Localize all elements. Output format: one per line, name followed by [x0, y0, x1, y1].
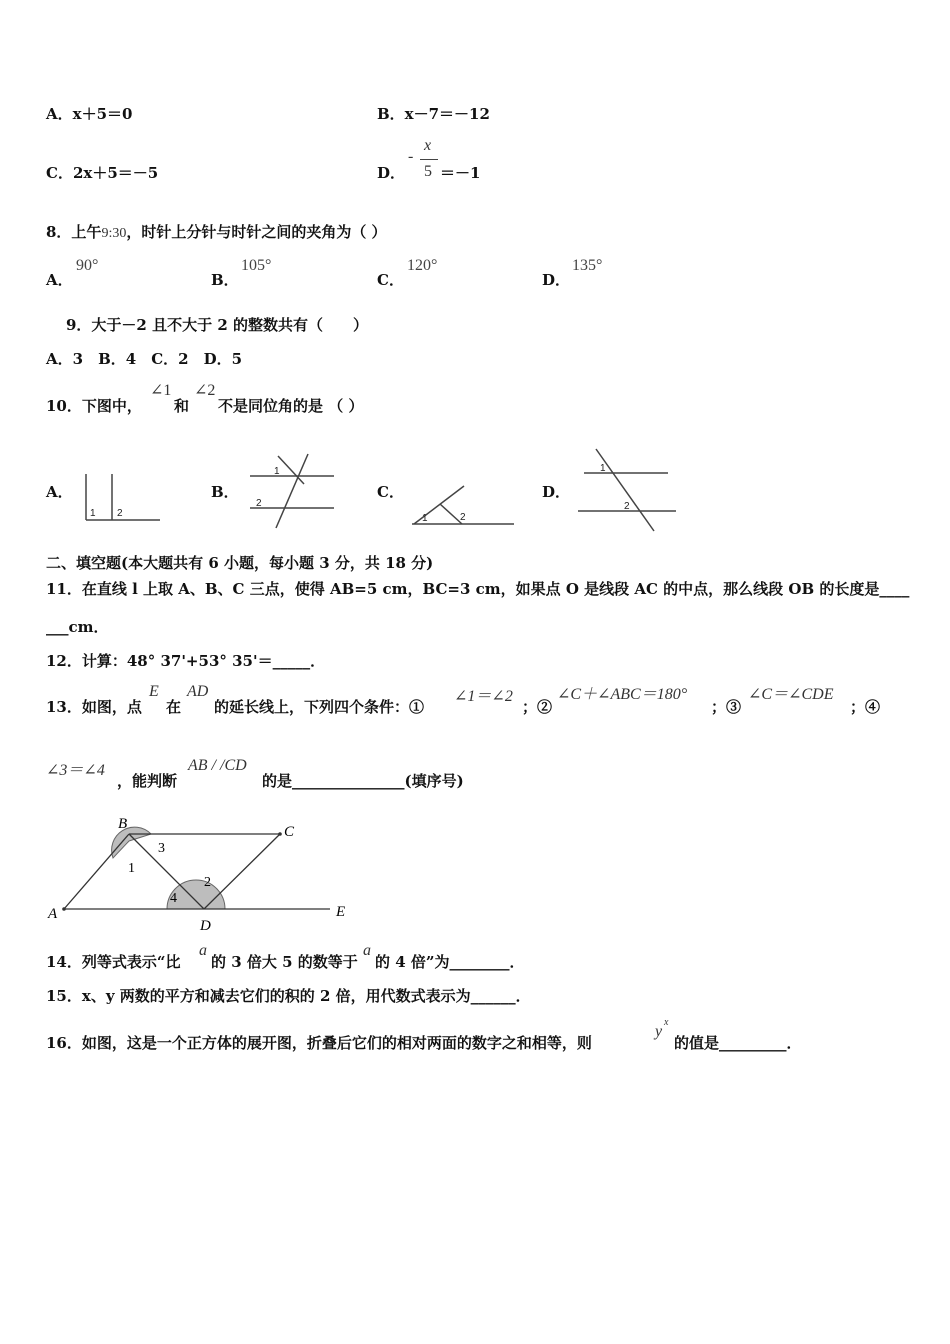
q7-fraction-bar	[420, 159, 438, 160]
q8-option-d-label: D．	[542, 271, 571, 289]
q16-exponent-x: x	[664, 1017, 669, 1028]
q13-label-angle2: 2	[204, 875, 211, 890]
q7-option-d-rest: ＝－1	[440, 164, 481, 182]
q13-ab-parallel-cd: AB / /CD	[188, 757, 247, 774]
q10-stem-suffix: 不是同位角的是 （ ）	[218, 397, 364, 415]
q10-figure-b	[248, 450, 336, 532]
q7-option-b: B．x－7＝－12	[377, 105, 490, 123]
q13-p6: ；④	[850, 698, 881, 716]
q11-line1: 11．在直线 l 上取 A、B、C 三点，使得 AB=5 cm，BC=3 cm，如果点 O 是线段 AC 的中点，那么线段 OB 的长度是____	[46, 580, 910, 598]
q7-option-d-denominator: 5	[424, 163, 432, 180]
q10-angle1: ∠1	[150, 382, 172, 399]
q8-option-b-value: 105°	[241, 257, 272, 274]
q7-option-d-numerator: x	[424, 137, 432, 154]
q10-d-angle2-label: 2	[624, 501, 630, 512]
q8-option-c-value: 120°	[407, 257, 438, 274]
q8-option-d-value: 135°	[572, 257, 603, 274]
q13-label-c: C	[284, 824, 295, 840]
q8-option-a-value: 90°	[76, 257, 99, 274]
q16-base-y: y	[655, 1023, 663, 1040]
q13-p1: 13．如图，点	[46, 698, 142, 716]
q9-options: A．3 B．4 C．2 D．5	[46, 350, 243, 368]
q10-angle2: ∠2	[194, 382, 216, 399]
q13-label-b: B	[118, 816, 128, 832]
q8-stem: 8．上午9:30，时针上分针与时针之间的夹角为（ ）	[46, 223, 387, 241]
q13-point-e: E	[149, 683, 159, 700]
q13-label-e: E	[336, 904, 346, 920]
q10-figure-a	[82, 472, 162, 524]
q7-option-c: C．2x＋5＝－5	[46, 164, 159, 182]
q13-condition3: ∠C＝∠CDE	[748, 686, 834, 703]
q14-p2: 的 3 倍大 5 的数等于	[211, 953, 358, 971]
q13-figure	[44, 812, 354, 938]
q16-p2: 的值是_________．	[674, 1034, 802, 1052]
q13-p5: ；③	[711, 698, 742, 716]
q10-b-angle1-label: 1	[274, 466, 280, 477]
q13-segment-bd	[129, 834, 204, 909]
q10-d-angle1-label: 1	[600, 463, 606, 474]
q15-text: 15．x、y 两数的平方和减去它们的积的 2 倍，用代数式表示为______．	[46, 987, 531, 1005]
q12-text: 12．计算：48° 37'+53° 35'＝_____．	[46, 652, 326, 670]
q13-label-angle3: 3	[158, 841, 165, 856]
q10-option-b-label: B．	[211, 483, 239, 501]
q13-p2: 在	[166, 698, 182, 716]
q10-stem-prefix: 10．下图中，	[46, 397, 142, 415]
q10-option-a-label: A．	[46, 483, 73, 501]
q8-option-c-label: C．	[377, 271, 404, 289]
q14-p3: 的 4 倍”为________．	[375, 953, 525, 971]
q8-option-b-label: B．	[211, 271, 239, 289]
q14-variable-a1: a	[199, 942, 207, 959]
q7-option-d-label: D．	[377, 164, 406, 182]
q14-variable-a2: a	[363, 942, 371, 959]
q10-c-angle1-label: 1	[422, 513, 428, 524]
q10-figure-d	[576, 447, 680, 533]
q10-b-angle2-label: 2	[256, 498, 262, 509]
q13-segment-ab	[64, 834, 129, 909]
q10-and: 和	[174, 397, 190, 415]
q7-option-d-minus: -	[408, 148, 414, 165]
q10-a-angle1-label: 1	[90, 508, 96, 519]
q10-option-c-label: C．	[377, 483, 404, 501]
q13-p8: 的是_______________(填序号)	[262, 772, 464, 790]
q10-option-d-label: D．	[542, 483, 571, 501]
q10-c-angle2-label: 2	[460, 512, 466, 523]
q13-p3: 的延长线上，下列四个条件：①	[214, 698, 425, 716]
q8-option-a-label: A．	[46, 271, 73, 289]
q7-option-a: A．x＋5＝0	[46, 105, 133, 123]
q13-condition4: ∠3＝∠4	[46, 762, 105, 779]
q13-p4: ；②	[522, 698, 553, 716]
q11-line2: ___cm．	[46, 618, 109, 636]
q16-p1: 16．如图，这是一个正方体的展开图，折叠后它们的相对两面的数字之和相等，则	[46, 1034, 592, 1052]
q13-label-angle4: 4	[170, 891, 177, 906]
q13-segment-cd	[204, 834, 280, 909]
q10-figure-c	[410, 482, 516, 528]
q10-a-angle2-label: 2	[117, 508, 123, 519]
q14-p1: 14．列等式表示“比	[46, 953, 181, 971]
q13-label-d: D	[200, 918, 211, 934]
section2-heading: 二、填空题(本大题共有 6 小题，每小题 3 分，共 18 分)	[46, 554, 434, 572]
q13-label-angle1: 1	[128, 861, 135, 876]
q9-stem: 9．大于－2 且不大于 2 的整数共有（ ）	[66, 316, 368, 334]
q13-condition2: ∠C＋∠ABC＝180°	[557, 686, 688, 703]
q13-label-a: A	[48, 906, 58, 922]
q13-p7: ，能判断	[117, 772, 178, 790]
q13-condition1: ∠1＝∠2	[454, 688, 513, 705]
q13-segment-ad: AD	[187, 683, 209, 700]
